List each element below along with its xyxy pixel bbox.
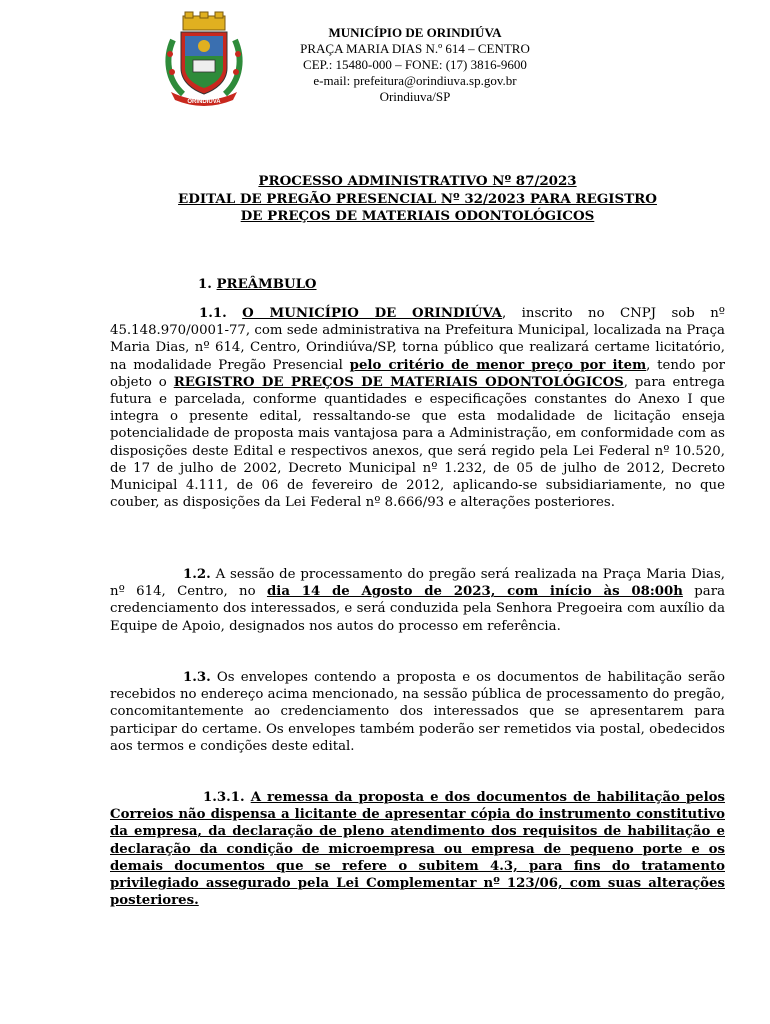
municipal-crest-icon <box>163 10 245 106</box>
paragraph-number: 1.2. <box>183 567 211 582</box>
paragraph-number: 1.3.1. <box>203 790 245 805</box>
paragraph-number: 1.3. <box>183 670 211 685</box>
paragraph-1-3-1 <box>110 789 725 909</box>
paragraph-text: A sessão de processamento do pregão será realizada na Praça Maria Dias, nº 614, Centro, no <box>110 567 725 600</box>
paragraph-1-1 <box>110 305 725 511</box>
municipality-name: MUNICÍPIO DE ORINDIÚVA <box>328 25 502 40</box>
object-text: REGISTRO DE PREÇOS DE MATERIAIS ODONTOLÓGICOS <box>173 374 624 390</box>
municipality-ref: O MUNICÍPIO DE ORINDIÚVA <box>242 306 503 321</box>
paragraph-text: , para entrega futura e parcelada, conforme quantidades e especificações constantes do Anexo I que integra o presente edital, ressaltando-se que esta modalidade de licitação enseja potencialidade de proposta mais vantajosa para a Administração, em conformidade com as disposições deste Edital e respectivos anexos, que será regido pela Lei Federal nº 10.520, de 17 de julho de 2002, Decreto Municipal nº 1.232, de 05 de julho de 2012, Decreto Municipal 4.111, de 06 de fevereiro de 2012, aplicando-se subsidiariamente, no que couber, as disposições da Lei Federal nº 8.666/93 e alterações posteriores. <box>110 374 725 511</box>
paragraph-1-2 <box>110 566 725 635</box>
cep-phone-line: CEP.: 15480-000 – FONE: (17) 3816-9600 <box>303 57 527 72</box>
crest-ribbon-text: ORINDIÚVA <box>187 99 221 105</box>
paragraph-text: , inscrito no CNPJ sob nº 45.148.970/0001-77, com sede administrativa na Prefeitura Municipal, localizada na Praça Maria Dias, nº 614, Centro, Orindiúva/SP, torna público que realizará certame licitatório, na modalidade Pregão Presencial <box>110 306 726 373</box>
section-heading <box>110 276 725 293</box>
paragraph-number: 1.1. <box>199 306 227 321</box>
title-line-2: EDITAL DE PREGÃO PRESENCIAL Nº 32/2023 PARA REGISTRO <box>178 190 657 207</box>
paragraph-text: , tendo por objeto o <box>110 357 725 390</box>
email-line: e-mail: prefeitura@orindiuva.sp.gov.br <box>313 73 517 88</box>
document-title <box>110 173 725 226</box>
section-number: 1. <box>198 277 212 292</box>
letterhead <box>280 25 550 105</box>
criterion-text: pelo critério de menor preço por item <box>349 357 647 373</box>
paragraph-text: A remessa da proposta e dos documentos de habilitação pelos Correios não dispensa a licitante de apresentar cópia do instrumento constitutivo da empresa, da declaração de pleno atendimento dos requisitos de habilitação e declaração da condição de microempresa ou empresa de pequeno porte e os demais documentos que se refere o subitem 4.3, para fins do tratamento privilegiado assegurado pela Lei Complementar nº 123/06, com suas alterações posteriores. <box>110 790 725 909</box>
session-date: dia 14 de Agosto de 2023, com início às 08:00h <box>266 584 683 600</box>
paragraph-text: para credenciamento dos interessados, e será conduzida pela Senhora Pregoeira com auxílio da Equipe de Apoio, designados nos autos do processo em referência. <box>110 584 726 634</box>
address-line: PRAÇA MARIA DIAS N.º 614 – CENTRO <box>300 41 530 56</box>
title-line-3: DE PREÇOS DE MATERIAIS ODONTOLÓGICOS <box>240 208 595 224</box>
city-line: Orindiuva/SP <box>379 89 451 104</box>
section-title: PREÂMBULO <box>216 277 317 292</box>
title-line-1: PROCESSO ADMINISTRATIVO Nº 87/2023 <box>258 173 577 189</box>
paragraph-1-3 <box>110 669 725 755</box>
paragraph-text: Os envelopes contendo a proposta e os documentos de habilitação serão recebidos no endereço acima mencionado, na sessão pública de processamento do pregão, concomitantemente ao credenciamento dos interessados que se apresentarem para participar do certame. Os envelopes também poderão ser remetidos via postal, obedecidos aos termos e condições deste edital. <box>110 670 725 754</box>
